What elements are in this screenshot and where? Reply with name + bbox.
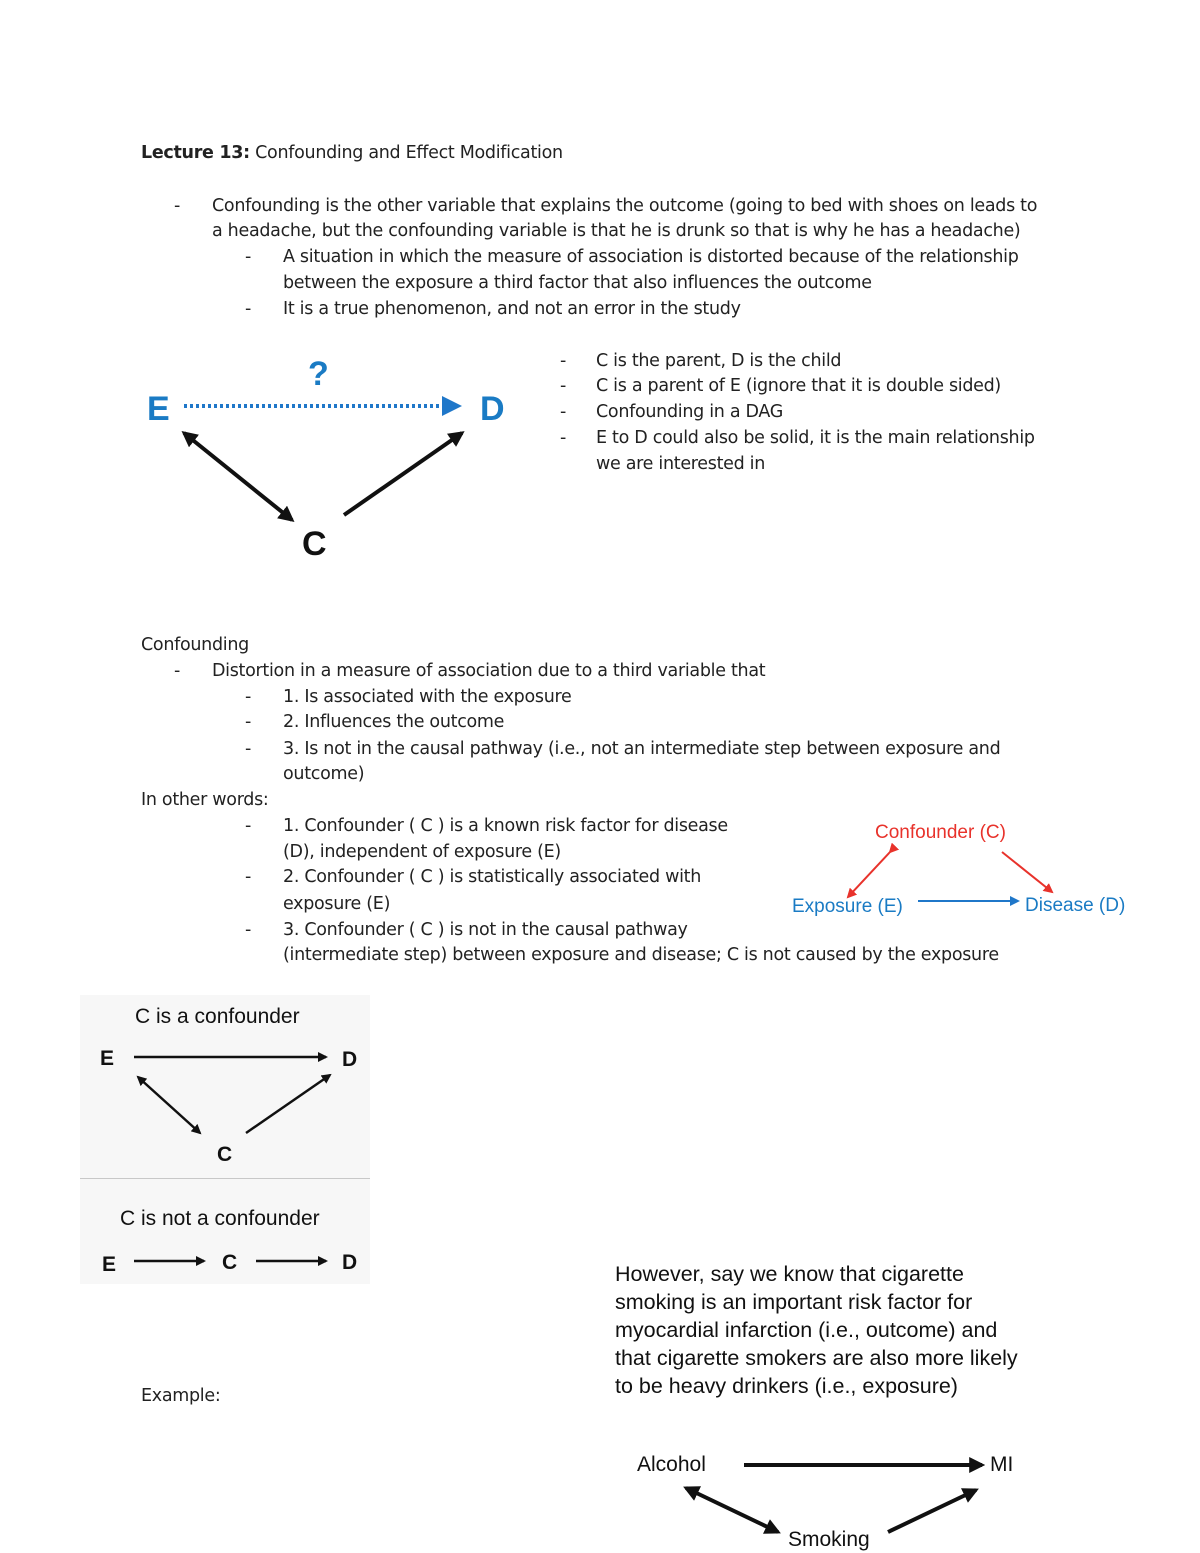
question-mark: ? — [308, 355, 329, 393]
intro-sub1-line2: between the exposure a third factor that also influences the outcome — [283, 273, 872, 293]
bullet-dash: - — [245, 920, 252, 940]
node-d: D — [480, 390, 505, 428]
dag1-note: C is the parent, D is the child — [596, 351, 842, 371]
node-e: E — [147, 390, 170, 428]
example-line: to be heavy drinkers (i.e., exposure) — [615, 1374, 958, 1398]
title-rest: Confounding and Effect Modification — [249, 143, 563, 163]
title-bold: Lecture 13: — [141, 143, 250, 163]
bullet-dash: - — [560, 402, 567, 422]
example-line: However, say we know that cigarette — [615, 1262, 964, 1286]
alcohol-mi-diagram — [620, 1440, 1060, 1553]
node-e: E — [100, 1047, 115, 1070]
bullet-dash: - — [560, 351, 567, 371]
disease-label: Disease (D) — [1025, 895, 1126, 916]
bullet-dash: - — [174, 661, 181, 681]
arrow-confounder-exposure — [848, 852, 890, 897]
intro-sub1-line1: A situation in which the measure of association is distorted because of the relationship — [283, 247, 1019, 267]
bullet-dash: - — [245, 867, 252, 887]
bullet-dash: - — [174, 196, 181, 216]
arrow-alcohol-smoking — [686, 1488, 778, 1532]
confounding-definition: Distortion in a measure of association due to a third variable that — [212, 661, 766, 681]
other-words-item: (intermediate step) between exposure and disease; C is not caused by the exposure — [283, 945, 999, 965]
bullet-dash: - — [245, 739, 252, 759]
node-c: C — [222, 1251, 238, 1274]
confounder-label: Confounder (C) — [875, 822, 1006, 843]
example-line: smoking is an important risk factor for — [615, 1290, 973, 1314]
arrow-e-c — [138, 1077, 200, 1133]
arrow-confounder-disease — [1002, 852, 1052, 892]
bullet-dash: - — [245, 712, 252, 732]
node-c: C — [302, 525, 327, 563]
example-line: myocardial infarction (i.e., outcome) and — [615, 1318, 998, 1342]
dag1-note: C is a parent of E (ignore that it is double sided) — [596, 376, 1001, 396]
page-title — [141, 140, 563, 166]
arrow-c-d — [344, 433, 462, 515]
node-c: C — [217, 1143, 233, 1166]
criterion-item: 1. Is associated with the exposure — [283, 687, 572, 707]
arrow-c-d — [246, 1075, 330, 1133]
other-words-item: 2. Confounder ( C ) is statistically associated with — [283, 867, 702, 887]
intro-sub2: It is a true phenomenon, and not an error in the study — [283, 299, 741, 319]
bullet-dash: - — [560, 376, 567, 396]
dag1-note: we are interested in — [596, 454, 766, 474]
dag1-note: E to D could also be solid, it is the main relationship — [596, 428, 1035, 448]
intro-bullet1-line2: a headache, but the confounding variable is that he is drunk so that is why he has a headache) — [212, 221, 1021, 241]
confounder-title: C is a confounder — [135, 1005, 300, 1028]
mi-label: MI — [990, 1453, 1014, 1476]
alcohol-label: Alcohol — [637, 1453, 706, 1476]
arrow-c-e — [184, 433, 292, 520]
example-label: Example: — [141, 1386, 221, 1406]
bullet-dash: - — [245, 816, 252, 836]
bullet-dash: - — [245, 687, 252, 707]
bullet-dash: - — [560, 428, 567, 448]
dag-confounding-diagram — [120, 345, 540, 575]
node-e: E — [102, 1253, 117, 1276]
example-line: that cigarette smokers are also more likely — [615, 1346, 1018, 1370]
non-confounder-title: C is not a confounder — [120, 1207, 320, 1230]
arrow-smoking-mi — [888, 1490, 976, 1532]
other-words-heading: In other words: — [141, 790, 269, 810]
other-words-item: 3. Confounder ( C ) is not in the causal pathway — [283, 920, 688, 940]
node-d: D — [342, 1251, 358, 1274]
exposure-label: Exposure (E) — [792, 896, 903, 917]
other-words-item: exposure (E) — [283, 894, 391, 914]
confounder-comparison-diagram — [80, 995, 370, 1285]
criterion-item: 3. Is not in the causal pathway (i.e., not an intermediate step between exposure and — [283, 739, 1001, 759]
bullet-dash: - — [245, 299, 252, 319]
dag1-note: Confounding in a DAG — [596, 402, 783, 422]
other-words-item: (D), independent of exposure (E) — [283, 842, 561, 862]
confounding-heading: Confounding — [141, 635, 249, 655]
criterion-item: 2. Influences the outcome — [283, 712, 505, 732]
node-d: D — [342, 1048, 358, 1071]
bullet-dash: - — [245, 247, 252, 267]
criterion-item: outcome) — [283, 764, 365, 784]
intro-bullet1-line1: Confounding is the other variable that explains the outcome (going to bed with shoes on leads to — [212, 196, 1038, 216]
other-words-item: 1. Confounder ( C ) is a known risk factor for disease — [283, 816, 728, 836]
smoking-label: Smoking — [788, 1528, 870, 1551]
confounder-colored-diagram — [780, 812, 1140, 922]
